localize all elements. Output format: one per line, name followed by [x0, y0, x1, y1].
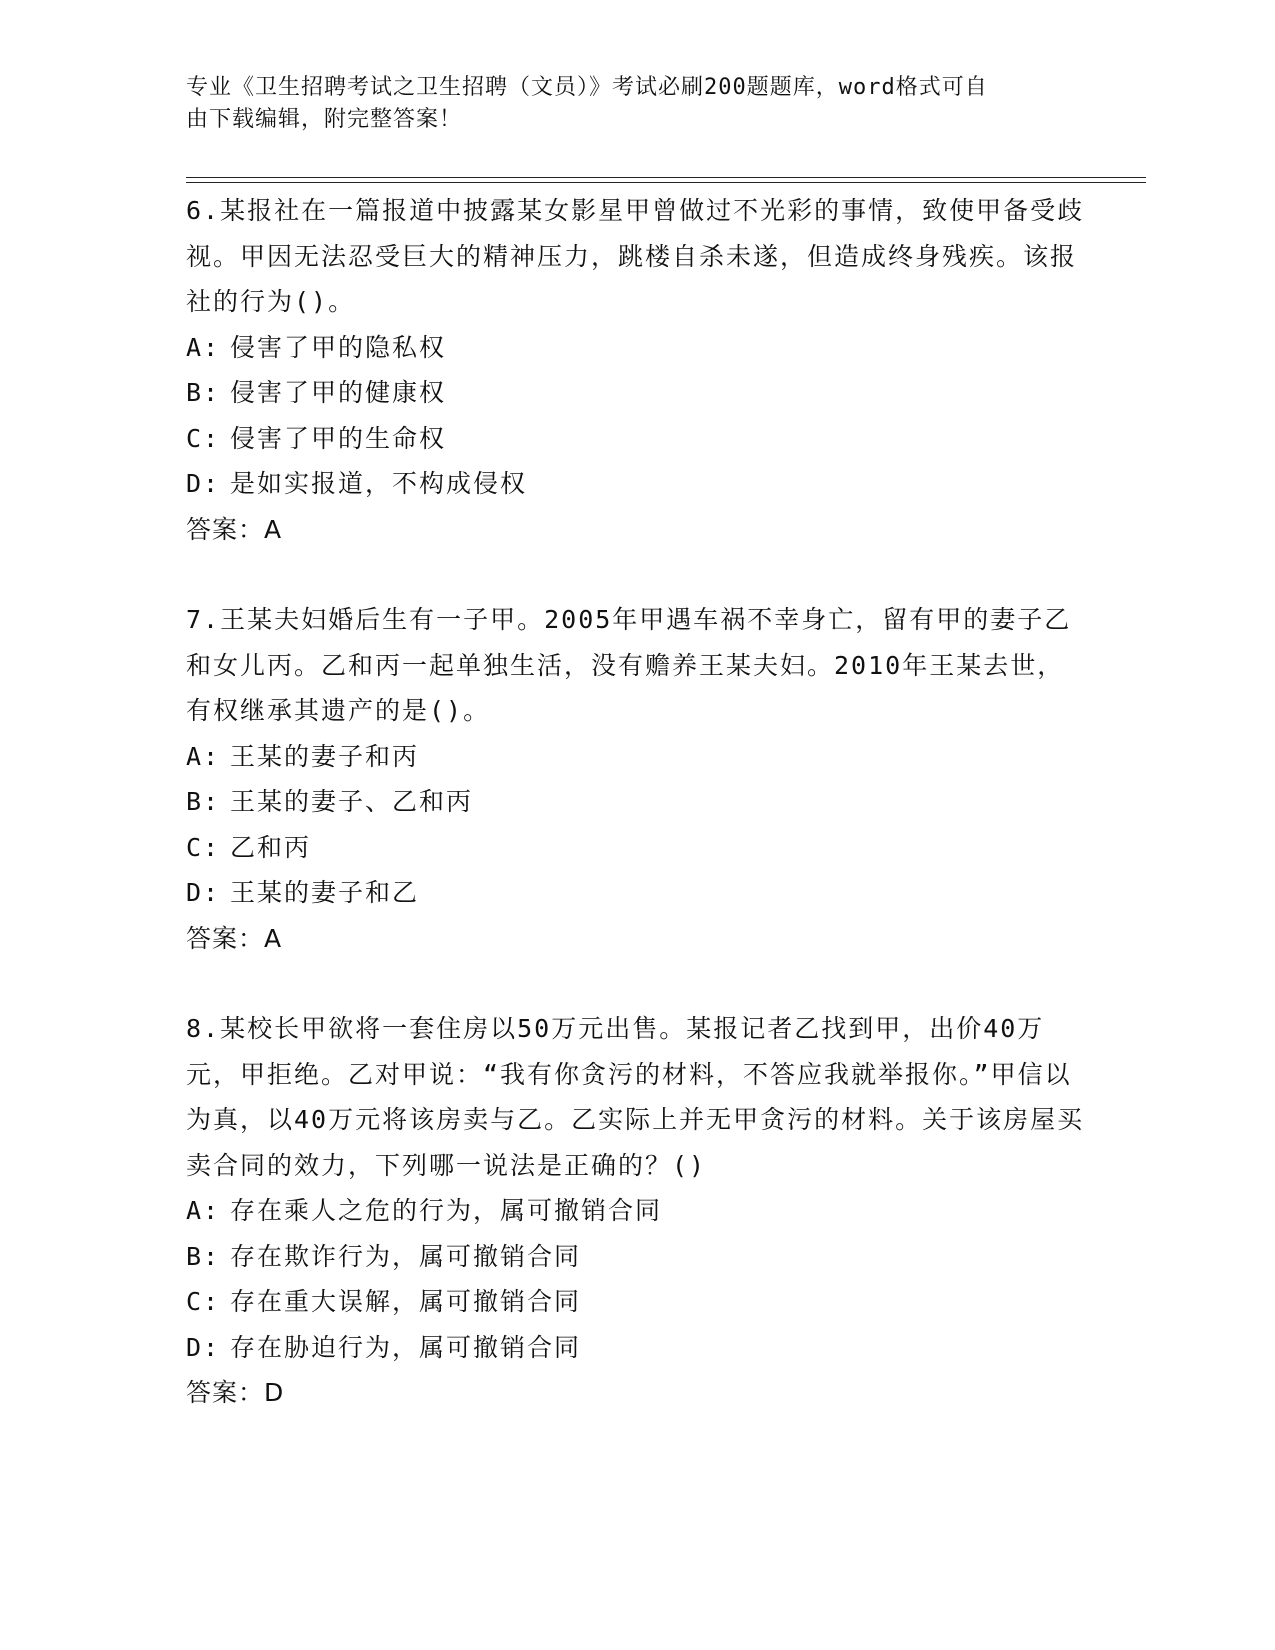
question-stem: 6.某报社在一篇报道中披露某女影星甲曾做过不光彩的事情，致使甲备受歧视。甲因无法忍受巨大的精神压力，跳楼自杀未遂，但造成终身残疾。该报社的行为()。 [186, 196, 1085, 316]
option-a [186, 1188, 1086, 1234]
option-letter: D: [186, 878, 221, 907]
option-letter: B: [186, 1241, 221, 1271]
option-text: 王某的妻子和丙 [230, 741, 420, 771]
option-a [186, 325, 1086, 371]
option-c [186, 825, 1086, 871]
answer-line: 答案：D [186, 1378, 285, 1407]
option-letter: D: [186, 1332, 221, 1362]
option-text: 存在欺诈行为，属可撤销合同 [230, 1241, 582, 1271]
option-d [186, 461, 1086, 507]
option-letter: C: [186, 1287, 221, 1316]
option-letter: C: [186, 832, 221, 862]
header-line-1: 专业《卫生招聘考试之卫生招聘（文员）》考试必刷200题题库，word格式可自 [186, 75, 988, 100]
header-line-2: 由下载编辑，附完整答案！ [186, 107, 463, 132]
option-letter: A: [186, 1196, 221, 1225]
question-stem: 8.某校长甲欲将一套住房以50万元出售。某报记者乙找到甲，出价40万元，甲拒绝。乙对甲说：“我有你贪污的材料，不答应我就举报你。”甲信以为真，以40万元将该房卖与乙。乙实际上并无甲贪污的材料。关于该房屋买卖合同的效力，下列哪一说法是正确的？() [186, 1014, 1085, 1180]
option-text: 存在乘人之危的行为，属可撤销合同 [230, 1196, 663, 1225]
question-stem: 7.王某夫妇婚后生有一子甲。2005年甲遇车祸不幸身亡，留有甲的妻子乙和女儿丙。乙和丙一起单独生活，没有赡养王某夫妇。2010年王某去世，有权继承其遗产的是()。 [186, 605, 1072, 725]
option-letter: A: [186, 741, 221, 771]
option-letter: A: [186, 332, 221, 362]
question-6 [186, 188, 1086, 552]
option-b [186, 370, 1086, 416]
option-text: 存在胁迫行为，属可撤销合同 [230, 1332, 582, 1362]
option-b [186, 779, 1086, 825]
option-c [186, 416, 1086, 462]
option-d [186, 1325, 1086, 1371]
document-header [186, 72, 1086, 136]
option-letter: C: [186, 423, 221, 453]
option-d [186, 870, 1086, 916]
option-letter: B: [186, 378, 221, 407]
option-a [186, 734, 1086, 780]
option-letter: D: [186, 469, 221, 498]
option-text: 存在重大误解，属可撤销合同 [230, 1287, 582, 1316]
option-text: 侵害了甲的健康权 [230, 378, 447, 407]
option-text: 是如实报道，不构成侵权 [230, 469, 528, 498]
option-c [186, 1279, 1086, 1325]
header-divider-top [186, 177, 1146, 178]
option-text: 乙和丙 [230, 832, 312, 862]
header-divider-bottom [186, 182, 1146, 183]
option-text: 王某的妻子、乙和丙 [230, 787, 474, 816]
option-b [186, 1234, 1086, 1280]
option-text: 侵害了甲的生命权 [230, 423, 447, 453]
answer-line: 答案：A [186, 514, 283, 544]
option-text: 侵害了甲的隐私权 [230, 332, 447, 362]
option-text: 王某的妻子和乙 [230, 878, 420, 907]
question-8 [186, 1006, 1086, 1416]
question-7 [186, 597, 1086, 961]
answer-line: 答案：A [186, 923, 283, 953]
option-letter: B: [186, 787, 221, 816]
